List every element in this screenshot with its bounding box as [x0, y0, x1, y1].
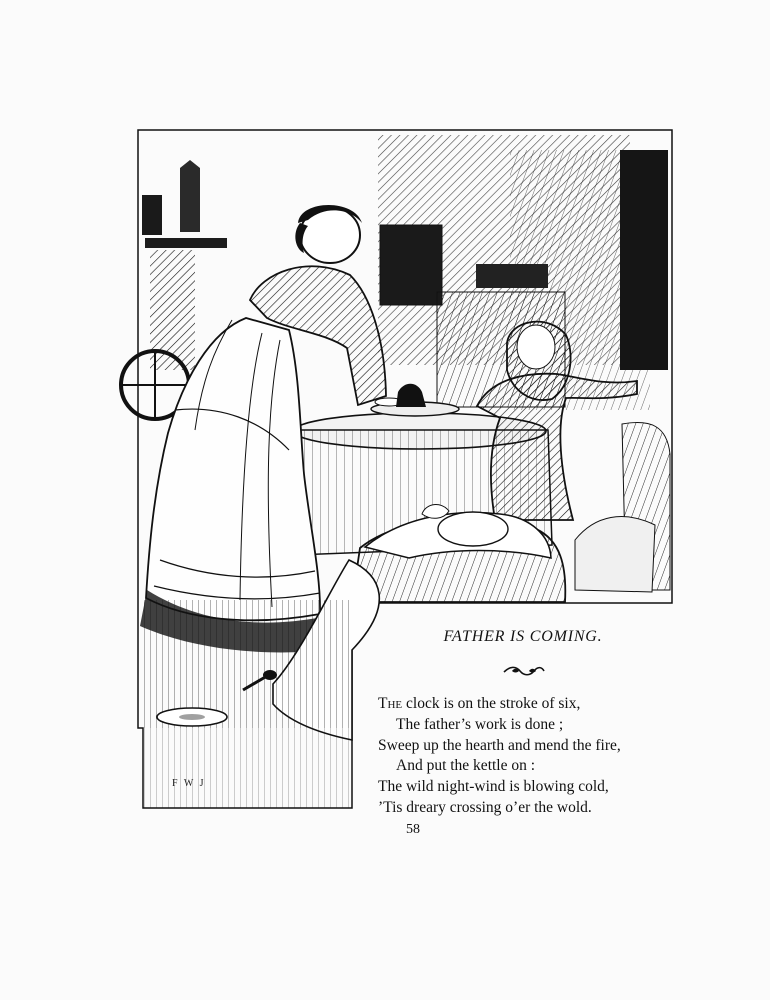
- poem-first-word: The: [378, 695, 403, 712]
- floor: [143, 600, 352, 808]
- poem-line-1-text: clock is on the stroke of six,: [402, 695, 581, 712]
- poem-line-1: [378, 694, 673, 715]
- poem-line-3: Sweep up the hearth and mend the fire,: [378, 736, 621, 754]
- poem-text-block: [378, 626, 673, 856]
- poem-line-6: ’Tis dreary crossing o’er the wold.: [378, 798, 592, 816]
- ornament-icon: [502, 665, 546, 677]
- page-number: 58: [406, 822, 420, 837]
- poem-line-4: And put the kettle on :: [396, 757, 536, 775]
- poem-line-5: The wild night-wind is blowing cold,: [378, 778, 609, 796]
- poem-stanza: [378, 694, 673, 819]
- artist-signature: F W J: [172, 778, 206, 789]
- poem-title: FATHER IS COMING.: [443, 628, 603, 645]
- poem-line-2: The father’s work is done ;: [396, 715, 564, 733]
